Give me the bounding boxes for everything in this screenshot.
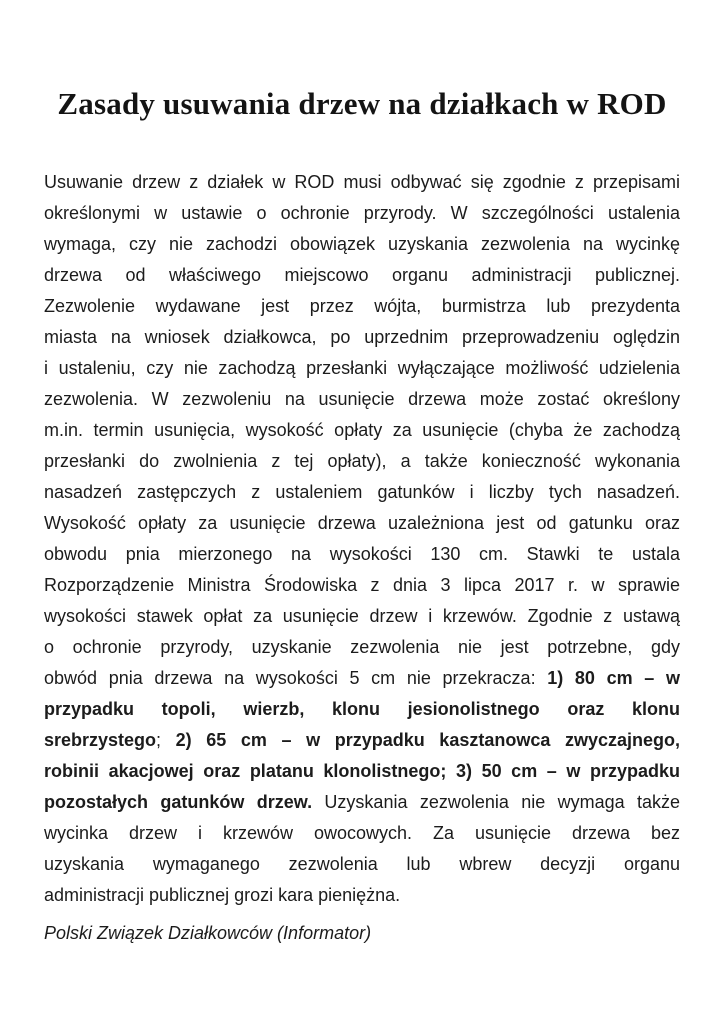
paragraph-line (44, 539, 680, 570)
bold-text-segment: pozostałych gatunków drzew. (44, 792, 313, 812)
paragraph-line (44, 260, 680, 291)
text-segment: Uzyskania zezwolenia nie wymaga także (312, 792, 680, 812)
paragraph-line (44, 322, 680, 353)
paragraph-line (44, 477, 680, 508)
text-segment: Wysokość opłaty za usunięcie drzewa uzależniona jest od gatunku oraz (44, 513, 680, 533)
paragraph-line (44, 353, 680, 384)
paragraph-line (44, 663, 680, 694)
paragraph-line (44, 632, 680, 663)
text-segment: wymaga, czy nie zachodzi obowiązek uzyskania zezwolenia na wycinkę (44, 234, 680, 254)
text-segment: wysokości stawek opłat za usunięcie drzew i krzewów. Zgodnie z ustawą (44, 606, 680, 626)
paragraph-line (44, 167, 680, 198)
text-segment: określonymi w ustawie o ochronie przyrody. W szczególności ustalenia (44, 203, 680, 223)
paragraph-line (44, 601, 680, 632)
paragraph-line (44, 229, 680, 260)
text-segment: przesłanki do zwolnienia z tej opłaty), a także konieczność wykonania (44, 451, 680, 471)
paragraph-line (44, 818, 680, 849)
source-note: Polski Związek Działkowców (Informator) (44, 923, 372, 943)
paragraph-line (44, 570, 680, 601)
paragraph-line (44, 756, 680, 787)
text-segment: administracji publicznej grozi kara pieniężna. (44, 885, 401, 905)
paragraph-line (44, 291, 680, 322)
text-segment: Rozporządzenie Ministra Środowiska z dnia 3 lipca 2017 r. w sprawie (44, 575, 680, 595)
text-segment: i ustaleniu, czy nie zachodzą przesłanki wyłączające możliwość udzielenia (44, 358, 680, 378)
paragraph-line (44, 787, 680, 818)
paragraph-line (44, 415, 680, 446)
text-segment: wycinka drzew i krzewów owocowych. Za usunięcie drzewa bez (44, 823, 680, 843)
bold-text-segment: 1) 80 cm – w (547, 668, 680, 688)
text-segment: Usuwanie drzew z działek w ROD musi odbywać się zgodnie z przepisami (44, 172, 680, 192)
text-segment: obwód pnia drzewa na wysokości 5 cm nie przekracza: (44, 668, 548, 688)
text-segment: zezwolenia. W zezwoleniu na usunięcie drzewa może zostać określony (44, 389, 680, 409)
paragraph-line (44, 849, 680, 880)
text-segment: ; (156, 730, 176, 750)
bold-text-segment: srebrzystego (44, 730, 157, 750)
text-segment: drzewa od właściwego miejscowo organu administracji publicznej. (44, 265, 680, 285)
bold-text-segment: 2) 65 cm – w przypadku kasztanowca zwyczajnego, (175, 730, 680, 750)
bold-text-segment: robinii akacjowej oraz platanu klonolistnego; 3) 50 cm – w przypadku (44, 761, 680, 781)
text-segment: Zezwolenie wydawane jest przez wójta, burmistrza lub prezydenta (44, 296, 680, 316)
text-segment: nasadzeń zastępczych z ustaleniem gatunków i liczby tych nasadzeń. (44, 482, 680, 502)
paragraph-line (44, 725, 680, 756)
text-segment: uzyskania wymaganego zezwolenia lub wbrew decyzji organu (44, 854, 680, 874)
paragraph-line (44, 198, 680, 229)
paragraph-line (44, 384, 680, 415)
paragraph-line (44, 508, 680, 539)
paragraph-line (44, 446, 680, 477)
text-segment: o ochronie przyrody, uzyskanie zezwolenia nie jest potrzebne, gdy (44, 637, 680, 657)
paragraph-line (44, 880, 680, 911)
bold-text-segment: przypadku topoli, wierzb, klonu jesionolistnego oraz klonu (44, 699, 680, 719)
text-segment: m.in. termin usunięcia, wysokość opłaty za usunięcie (chyba że zachodzą (44, 420, 680, 440)
document-paragraph (44, 167, 680, 911)
document-title: Zasady usuwania drzew na działkach w ROD (57, 86, 667, 121)
paragraph-line (44, 694, 680, 725)
text-segment: obwodu pnia mierzonego na wysokości 130 cm. Stawki te ustala (44, 544, 680, 564)
text-segment: miasta na wniosek działkowca, po uprzednim przeprowadzeniu oględzin (44, 327, 680, 347)
